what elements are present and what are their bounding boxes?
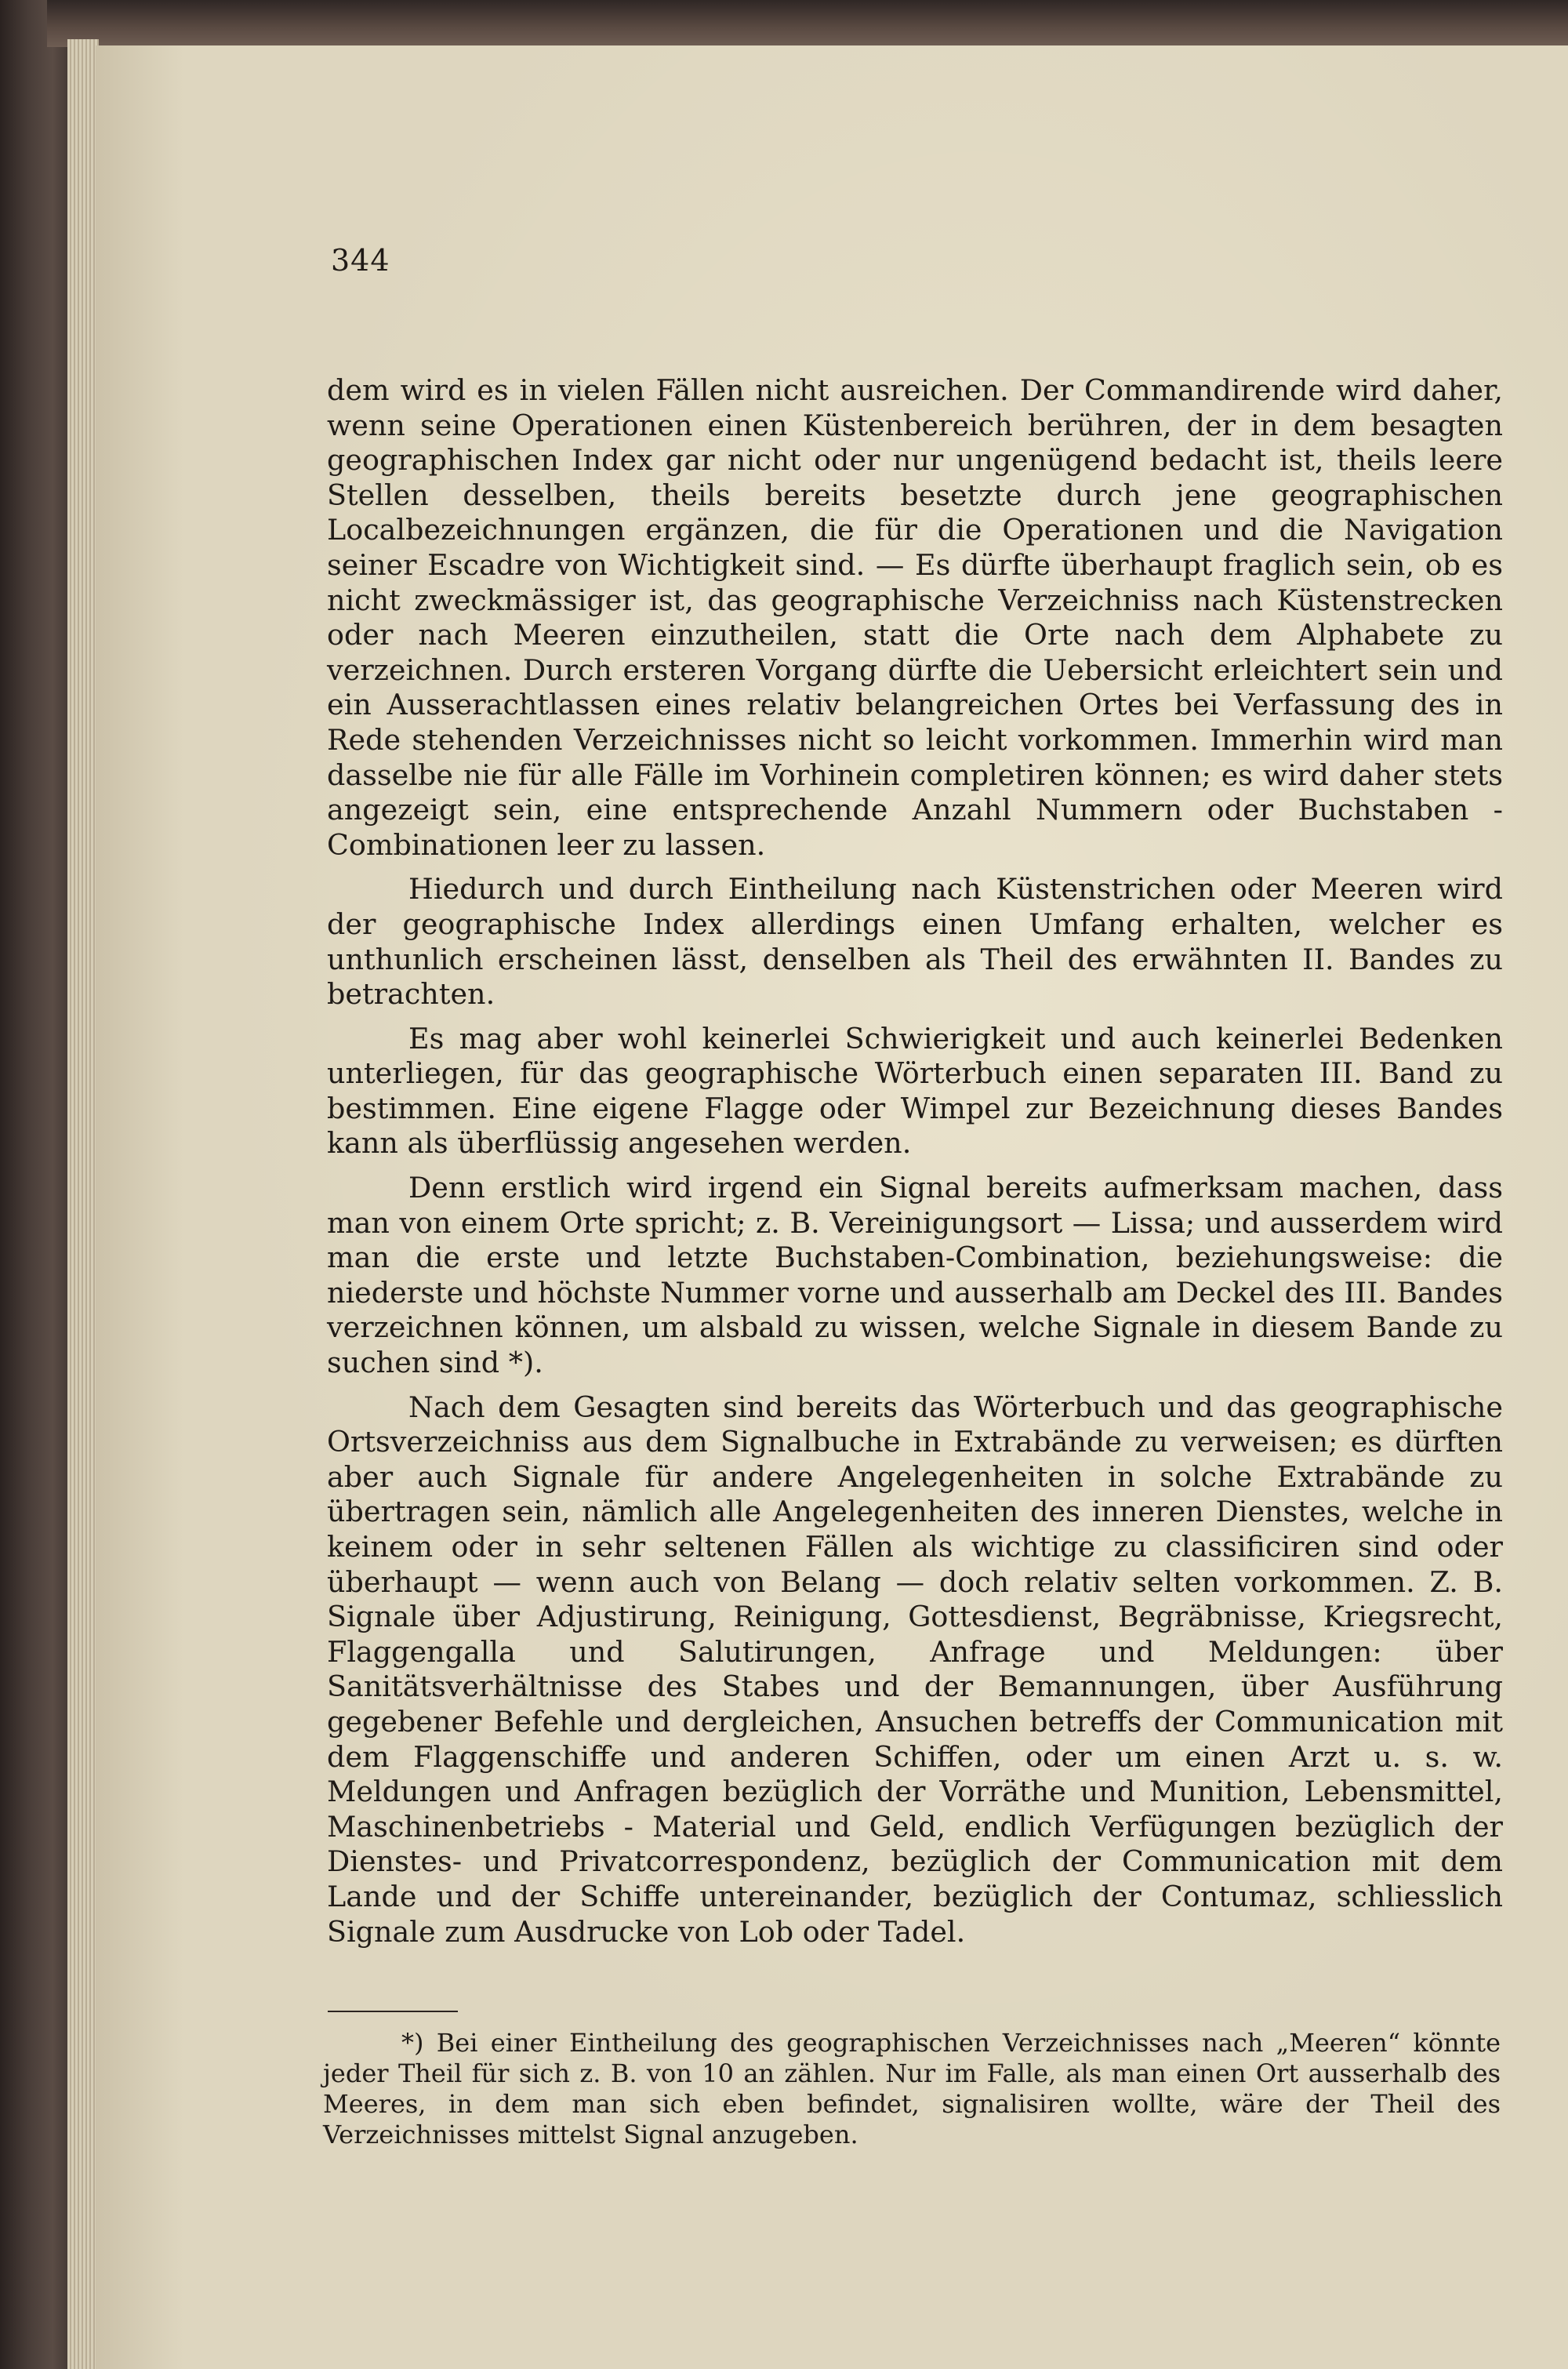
paragraph-2: Hiedurch und durch Eintheilung nach Küstenstrichen oder Meeren wird der geographische Index allerdings einen Umfang erhalten, welcher es unthunlich erscheinen lässt, denselben als Theil des erwähnten II. Bandes zu betrachten. (327, 872, 1503, 1012)
page-stack-edge (67, 39, 99, 2369)
footnote: *) Bei einer Eintheilung des geographischen Verzeichnisses nach „Meeren“ könnte jeder Theil für sich z. B. von 10 an zählen. Nur im Falle, als man einen Ort ausserhalb des Meeres, in dem man sich eben befindet, signalisiren wollte, wäre der Theil des Verzeichnisses mittelst Signal anzugeben. (323, 2028, 1501, 2149)
paragraph-1: dem wird es in vielen Fällen nicht ausreichen. Der Commandirende wird daher, wenn seine Operationen einen Küstenbereich berühren, der in dem besagten geographischen Index gar nicht oder nur ungenügend bedacht ist, theils leere Stellen desselben, theils bereits besetzte durch jene geographischen Localbezeichnungen ergänzen, die für die Operationen und die Navigation seiner Escadre von Wichtigkeit sind. — Es dürfte überhaupt fraglich sein, ob es nicht zweckmässiger ist, das geographische Verzeichniss nach Küstenstrecken oder nach Meeren einzutheilen, statt die Orte nach dem Alphabete zu verzeichnen. Durch ersteren Vorgang dürfte die Uebersicht erleichtert sein und ein Ausserachtlassen eines relativ belangreichen Ortes bei Verfassung des in Rede stehenden Verzeichnisses nicht so leicht vorkommen. Immerhin wird man dasselbe nie für alle Fälle im Vorhinein completiren können; es wird daher stets angezeigt sein, eine entsprechende Anzahl Nummern oder Buchstaben - Combinationen leer zu lassen. (327, 373, 1503, 862)
page-number: 344 (331, 243, 390, 278)
paragraph-3: Es mag aber wohl keinerlei Schwierigkeit und auch keinerlei Bedenken unterliegen, für das geographische Wörterbuch einen separaten III. Band zu bestimmen. Eine eigene Flagge oder Wimpel zur Bezeichnung dieses Bandes kann als überflüssig angesehen werden. (327, 1021, 1503, 1161)
book-cover-top (47, 0, 1568, 47)
book-binding-edge (0, 0, 75, 2369)
paragraph-4: Denn erstlich wird irgend ein Signal bereits aufmerksam machen, dass man von einem Orte spricht; z. B. Vereinigungsort — Lissa; und ausserdem wird man die erste und letzte Buchstaben-Combination, beziehungsweise: die niederste und höchste Nummer vorne und ausserhalb am Deckel des III. Bandes verzeichnen können, um alsbald zu wissen, welche Signale in diesem Bande zu suchen sind *). (327, 1171, 1503, 1380)
footnote-divider (328, 2011, 458, 2012)
book-page (96, 45, 1568, 2369)
body-text (327, 373, 1503, 1959)
paragraph-5: Nach dem Gesagten sind bereits das Wörterbuch und das geographische Ortsverzeichniss aus dem Signalbuche in Extrabände zu verweisen; es dürften aber auch Signale für andere Angelegenheiten in solche Extrabände zu übertragen sein, nämlich alle Angelegenheiten des inneren Dienstes, welche in keinem oder in sehr seltenen Fällen als wichtige zu classificiren sind oder überhaupt — wenn auch von Belang — doch relativ selten vorkommen. Z. B. Signale über Adjustirung, Reinigung, Gottesdienst, Begräbnisse, Kriegsrecht, Flaggengalla und Salutirungen, Anfrage und Meldungen: über Sanitätsverhältnisse des Stabes und der Bemannungen, über Ausführung gegebener Befehle und dergleichen, Ansuchen betreffs der Communication mit dem Flaggenschiffe und anderen Schiffen, oder um einen Arzt u. s. w. Meldungen und Anfragen bezüglich der Vorräthe und Munition, Lebensmittel, Maschinenbetriebs - Material und Geld, endlich Verfügungen bezüglich der Dienstes- und Privatcorrespondenz, bezüglich der Communication mit dem Lande und der Schiffe untereinander, bezüglich der Contumaz, schliesslich Signale zum Ausdrucke von Lob oder Tadel. (327, 1390, 1503, 1949)
